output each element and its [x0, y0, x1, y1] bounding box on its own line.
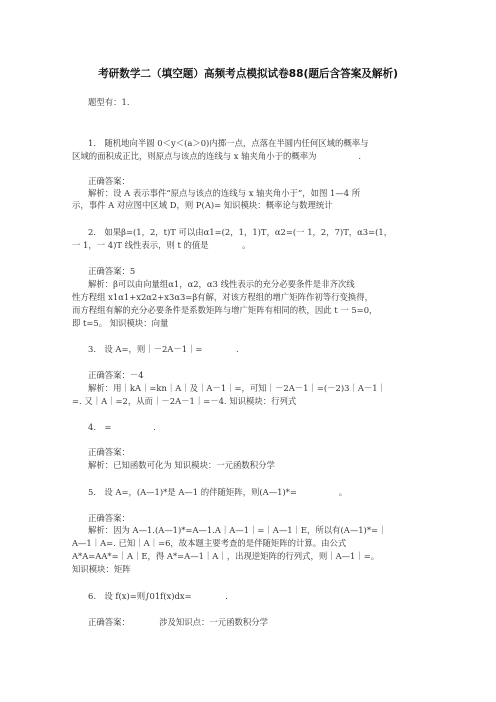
question-1-stem-line-2: 区域的面积成正比，则原点与该点的连线与 x 轴夹角小于的概率为 .	[72, 151, 362, 161]
question-4-answer-label: 正确答案：	[88, 447, 130, 457]
question-5-stem-line-1: 5. 设 A=，(A—1)*是 A—1 的伴随矩阵，则(A—1)*= 。	[88, 487, 348, 497]
question-2-analysis-line-3: 而方程组有解的充分必要条件是系数矩阵与增广矩阵有相同的秩，因此 t 一 5=0，	[72, 305, 378, 315]
document-title: 考研数学二（填空题）高频考点模拟试卷88(题后含答案及解析)	[98, 68, 398, 80]
question-3-analysis-line-2: =. 又｜A｜=2，从而｜－2A－1｜=－4. 知识模块：行列式	[72, 396, 297, 406]
question-1-stem-line-1: 1. 随机地向半圆 0＜y＜(a＞0)内掷一点，点落在半圆内任何区域的概率与	[88, 138, 369, 148]
question-5-analysis-line-4: 知识模块：矩阵	[72, 564, 131, 574]
question-1-analysis-line-1: 解析：设 A 表示事件“原点与该点的连线与 x 轴夹角小于”，如图 1—4 所	[88, 188, 361, 198]
question-2-analysis-line-2: 性方程组 x1α1+x2α2+x3α3=β有解，对该方程组的增广矩阵作初等行变换得，	[72, 292, 374, 302]
question-2-analysis-line-1: 解析：β可以由向量组α1，α2，α3 线性表示的充分必要条件是非齐次线	[88, 279, 355, 289]
question-5-analysis-line-1: 解析：因为 A—1.(A—1)*=A—1.A｜A—1｜=｜A—1｜E，所以有(A—1)*=｜	[88, 525, 387, 535]
question-5-analysis-line-3: A*A=AA*=｜A｜E，得 A*=A—1｜A｜，出现逆矩阵的行列式，则｜A—1｜=。	[72, 551, 380, 561]
question-type-meta: 题型有：1.	[88, 97, 130, 107]
question-1-answer-label: 正确答案：	[88, 176, 130, 186]
question-2-analysis-line-4: 即 t=5。 知识模块：向量	[72, 318, 169, 328]
question-3-stem-line-1: 3. 设 A=，则｜－2A－1｜= .	[88, 344, 239, 354]
question-6-stem-line-1: 6. 设 f(x)=则∫01f(x)dx= .	[88, 591, 228, 601]
question-6-answer-label: 正确答案： 涉及知识点：一元函数积分学	[88, 617, 269, 627]
question-5-analysis-line-2: A—1｜A=. 已知｜A｜=6，故本题主要考查的是伴随矩阵的计算。由公式	[72, 538, 347, 548]
question-2-stem-line-2: 一 1，一 4)T 线性表示，则 t 的值是 。	[72, 240, 251, 250]
question-3-analysis-line-1: 解析：用｜kA｜=kn｜A｜及｜A－1｜=，可知｜－2A－1｜=(－2)3｜A－1｜	[88, 383, 386, 393]
question-1-analysis-line-2: 示，事件 A 对应图中区域 D，则 P(A)= 知识模块：概率论与数理统计	[72, 200, 333, 210]
question-3-answer-label: 正确答案：－4	[88, 370, 144, 380]
question-5-answer-label: 正确答案：	[88, 513, 130, 523]
question-2-stem-line-1: 2. 如果β=(1，2，t)T 可以由α1=(2，1，1)T，α2=(一 1，2，7)T，α3=(1，	[88, 227, 393, 237]
question-2-answer-label: 正确答案：5	[88, 266, 136, 276]
question-4-analysis-line-1: 解析：已知函数可化为 知识模块：一元函数积分学	[88, 460, 275, 470]
question-4-stem-line-1: 4. = .	[88, 422, 156, 432]
